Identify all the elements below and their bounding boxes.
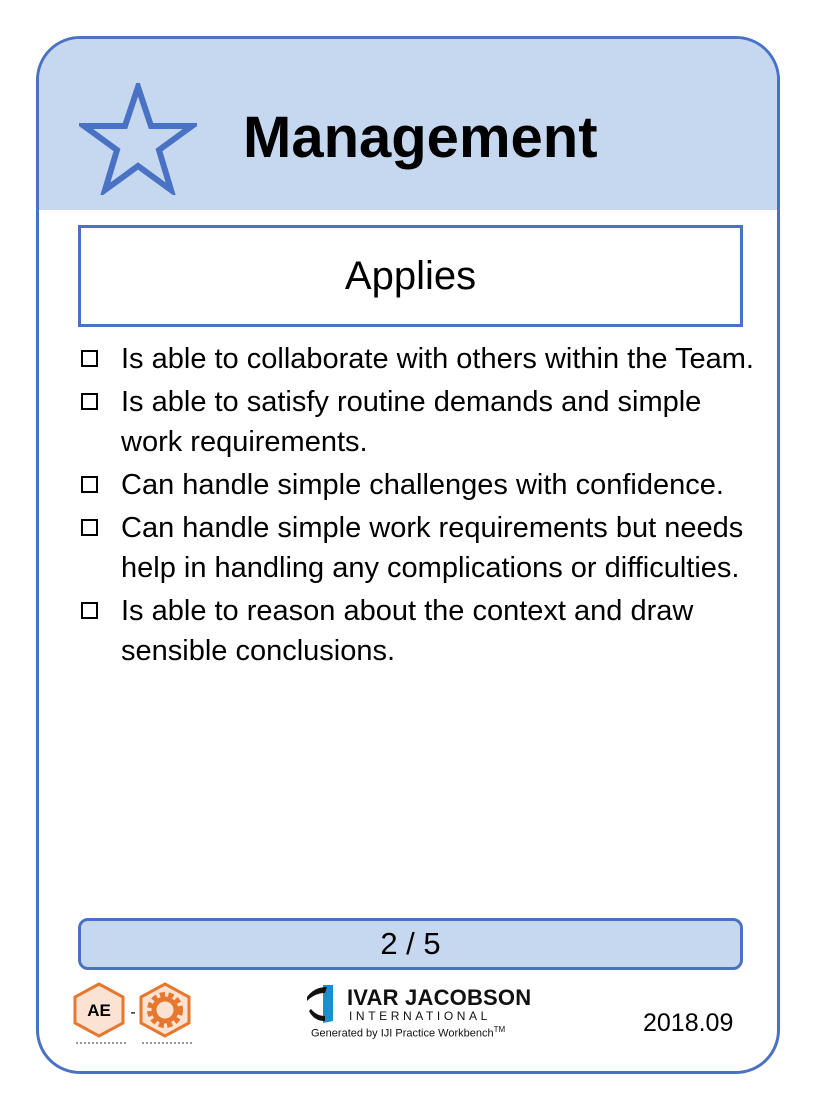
state-progress xyxy=(78,918,743,970)
checklist-item-text: Is able to satisfy routine demands and simple work requirements. xyxy=(121,386,702,458)
checklist-item xyxy=(79,465,759,505)
checklist-item-text: Can handle simple challenges with confidence. xyxy=(121,469,724,501)
checklist-item-text: Is able to collaborate with others within the Team. xyxy=(121,343,754,375)
generated-by xyxy=(311,1025,505,1040)
card-version: 2018.09 xyxy=(643,1009,734,1037)
generated-by-text: Generated by IJI Practice Workbench xyxy=(311,1027,494,1040)
ae-badge xyxy=(75,984,126,1043)
ivar-jacobson-logo xyxy=(301,977,541,1047)
trademark: TM xyxy=(493,1025,506,1034)
state-name-box xyxy=(78,225,743,327)
checklist-item xyxy=(79,382,759,462)
checklist-item xyxy=(79,508,759,588)
checklist-item-text: Is able to reason about the context and draw sensible conclusions. xyxy=(121,595,694,667)
checklist-item xyxy=(79,591,759,671)
checkbox[interactable] xyxy=(81,602,98,619)
state-progress-text: 2 / 5 xyxy=(380,926,441,961)
badge-separator: - xyxy=(130,1004,136,1021)
checkbox[interactable] xyxy=(81,393,98,410)
card-header xyxy=(39,39,777,210)
checklist-item-text: Can handle simple work requirements but needs help in handling any complications or difficulties. xyxy=(121,512,744,584)
card-title: Management xyxy=(243,105,598,170)
checkbox[interactable] xyxy=(81,476,98,493)
state-name: Applies xyxy=(344,253,477,298)
practice-badges xyxy=(72,981,232,1045)
checklist xyxy=(79,339,759,674)
logo-name: IVAR JACOBSON xyxy=(347,985,532,1010)
card xyxy=(36,36,780,1074)
ae-badge-label: AE xyxy=(87,1001,111,1020)
checkbox[interactable] xyxy=(81,350,98,367)
star-icon xyxy=(79,83,197,195)
gear-badge xyxy=(141,984,192,1043)
checkbox[interactable] xyxy=(81,519,98,536)
checklist-item xyxy=(79,339,759,379)
logo-mark xyxy=(303,981,339,1025)
logo-subtitle: INTERNATIONAL xyxy=(349,1009,491,1023)
